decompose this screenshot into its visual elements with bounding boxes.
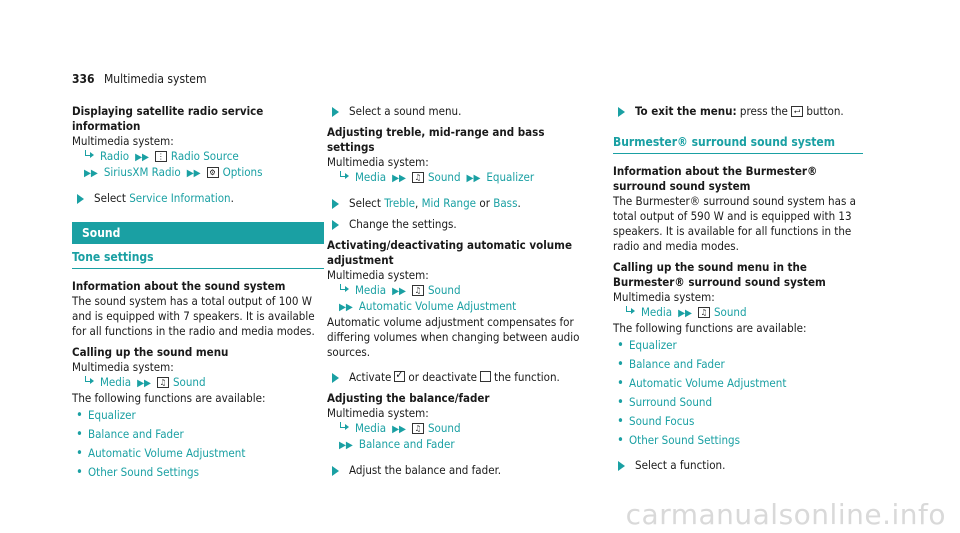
call-heading: Calling up the sound menu in the Burmester® surround sound system: [613, 260, 826, 289]
nav-path-radio: [72, 149, 324, 165]
function-list: [72, 408, 324, 480]
function-item[interactable]: • Automatic Volume Adjustment: [72, 446, 324, 461]
column-3: [613, 104, 863, 473]
double-chevron-icon: ▶▶: [135, 152, 149, 163]
mm-label: Multimedia system:: [72, 134, 174, 148]
nav-siriusxm[interactable]: SiriusXM Radio: [103, 165, 181, 179]
info-heading: Information about the Burmester® surround sound system: [613, 164, 818, 193]
page-number: 336: [72, 72, 95, 86]
call-heading: Calling up the sound menu: [72, 345, 229, 359]
corner-arrow-icon: [339, 422, 349, 432]
nav-balance-fader[interactable]: Balance and Fader: [358, 437, 455, 451]
nav-media[interactable]: Media: [355, 421, 387, 435]
nav-path-radio-2: [72, 165, 324, 181]
nav-path-media: [613, 305, 863, 321]
mm-label: Multimedia system:: [613, 290, 715, 304]
nav-sound[interactable]: Sound: [427, 421, 461, 435]
nav-sound[interactable]: Sound: [427, 283, 461, 297]
nav-media[interactable]: Media: [100, 375, 132, 389]
step-arrow-icon: [332, 220, 339, 230]
section-title: Multimedia system: [103, 72, 207, 86]
step-select-function: Select a function.: [613, 458, 863, 473]
function-item[interactable]: • Equalizer: [613, 338, 863, 353]
nav-options[interactable]: Options: [222, 165, 263, 179]
nav-path-media: [72, 375, 324, 391]
nav-radio-source[interactable]: Radio Source: [170, 149, 239, 163]
column-2: [327, 104, 587, 478]
step-adjust: Adjust the balance and fader.: [327, 463, 587, 478]
double-chevron-icon: ▶▶: [84, 168, 98, 179]
corner-arrow-icon: [339, 171, 349, 181]
function-item[interactable]: • Equalizer: [72, 408, 324, 423]
function-list: [613, 338, 863, 448]
nav-media[interactable]: Media: [355, 170, 387, 184]
nav-path-avol-2: [327, 299, 587, 315]
corner-arrow-icon: [84, 376, 94, 386]
mm-label-3: Multimedia system:: [327, 406, 429, 420]
mm-label-2: Multimedia system:: [72, 360, 174, 374]
nav-path-equalizer: [327, 170, 587, 186]
following-text: The following functions are available:: [613, 321, 807, 335]
nav-equalizer[interactable]: Equalizer: [486, 170, 535, 184]
function-item[interactable]: • Sound Focus: [613, 414, 863, 429]
treble-heading: Adjusting treble, mid-range and bass settings: [327, 125, 545, 154]
burmester-heading: Burmester® surround sound system: [613, 135, 863, 154]
music-note-icon: ♫: [412, 285, 424, 296]
nav-media[interactable]: Media: [355, 283, 387, 297]
function-item[interactable]: • Balance and Fader: [613, 357, 863, 372]
nav-sound[interactable]: Sound: [427, 170, 461, 184]
info-text: The sound system has a total output of 100 W and is equipped with 7 speakers. It is available for all functions in the radio and media modes.: [72, 294, 315, 338]
step-arrow-icon: [332, 199, 339, 209]
step-arrow-icon: [618, 461, 625, 471]
info-heading: Information about the sound system: [72, 279, 286, 293]
step-arrow-icon: [332, 466, 339, 476]
sound-section-bar: Sound: [72, 222, 324, 244]
corner-arrow-icon: [625, 306, 635, 316]
function-item[interactable]: • Automatic Volume Adjustment: [613, 376, 863, 391]
info-text: The Burmester® surround sound system has a total output of 590 W and is equipped with 13 speakers. It is available for all functions in the radio and media modes.: [613, 194, 856, 253]
sat-heading: Displaying satellite radio service information: [72, 104, 264, 133]
music-note-icon: ♫: [157, 377, 169, 388]
page-header: [72, 72, 206, 86]
corner-arrow-icon: [84, 150, 94, 160]
step-activate: Activate✓ or deactivate the function.: [327, 370, 587, 385]
music-note-icon: ♫: [698, 307, 710, 318]
double-chevron-icon: ▶▶: [392, 424, 406, 435]
step-exit: To exit the menu: press the ⮠ button.: [613, 104, 863, 119]
balance-heading: Adjusting the balance/fader: [327, 391, 490, 405]
music-note-icon: ♫: [412, 172, 424, 183]
checkbox-checked-icon: [394, 371, 405, 382]
function-item[interactable]: • Other Sound Settings: [72, 465, 324, 480]
mid-range-option[interactable]: Mid Range: [421, 196, 477, 210]
function-item[interactable]: • Surround Sound: [613, 395, 863, 410]
double-chevron-icon: ▶▶: [186, 168, 201, 179]
checkbox-empty-icon: [480, 371, 491, 382]
radio-source-icon: ⋮: [155, 151, 167, 162]
nav-media[interactable]: Media: [641, 305, 673, 319]
double-chevron-icon: ▶▶: [392, 286, 406, 297]
following-text: The following functions are available:: [72, 391, 266, 405]
function-item[interactable]: • Other Sound Settings: [613, 433, 863, 448]
step-select-menu: Select a sound menu.: [327, 104, 587, 119]
step-arrow-icon: [618, 107, 625, 117]
double-chevron-icon: ▶▶: [137, 378, 151, 389]
treble-option[interactable]: Treble: [384, 196, 416, 210]
double-chevron-icon: ▶▶: [678, 308, 692, 319]
mm-label-2: Multimedia system:: [327, 268, 429, 282]
step-select-service: Select Service Information.: [72, 191, 324, 206]
step-arrow-icon: [332, 373, 339, 383]
nav-path-avol: [327, 283, 587, 299]
nav-radio[interactable]: Radio: [100, 149, 130, 163]
gear-icon: ⚙: [207, 167, 219, 178]
step-change: Change the settings.: [327, 217, 587, 232]
double-chevron-icon: ▶▶: [466, 173, 481, 184]
double-chevron-icon: ▶▶: [392, 173, 406, 184]
tone-settings-heading: Tone settings: [72, 250, 324, 269]
nav-path-balance-2: [327, 437, 587, 453]
function-item[interactable]: • Balance and Fader: [72, 427, 324, 442]
nav-sound[interactable]: Sound: [713, 305, 747, 319]
music-note-icon: ♫: [412, 423, 424, 434]
watermark: carmanualsonline.info: [625, 498, 946, 531]
bass-option[interactable]: Bass: [493, 196, 518, 210]
nav-path-balance: [327, 421, 587, 437]
step-arrow-icon: [77, 194, 84, 204]
service-information-link[interactable]: Service Information: [129, 191, 231, 205]
step-arrow-icon: [332, 107, 339, 117]
back-icon: ⮠: [791, 106, 803, 117]
column-1: [72, 104, 324, 484]
avol-heading: Activating/deactivating automatic volume adjustment: [327, 238, 572, 267]
avol-text: Automatic volume adjustment compensates for differing volumes when changing between audio sources.: [327, 315, 580, 359]
nav-automatic-volume[interactable]: Automatic Volume Adjustment: [358, 299, 517, 313]
double-chevron-icon: ▶▶: [339, 440, 353, 451]
step-select-band: Select Treble, Mid Range or Bass.: [327, 196, 587, 211]
mm-label: Multimedia system:: [327, 155, 429, 169]
nav-sound[interactable]: Sound: [172, 375, 206, 389]
double-chevron-icon: ▶▶: [339, 302, 353, 313]
corner-arrow-icon: [339, 284, 349, 294]
